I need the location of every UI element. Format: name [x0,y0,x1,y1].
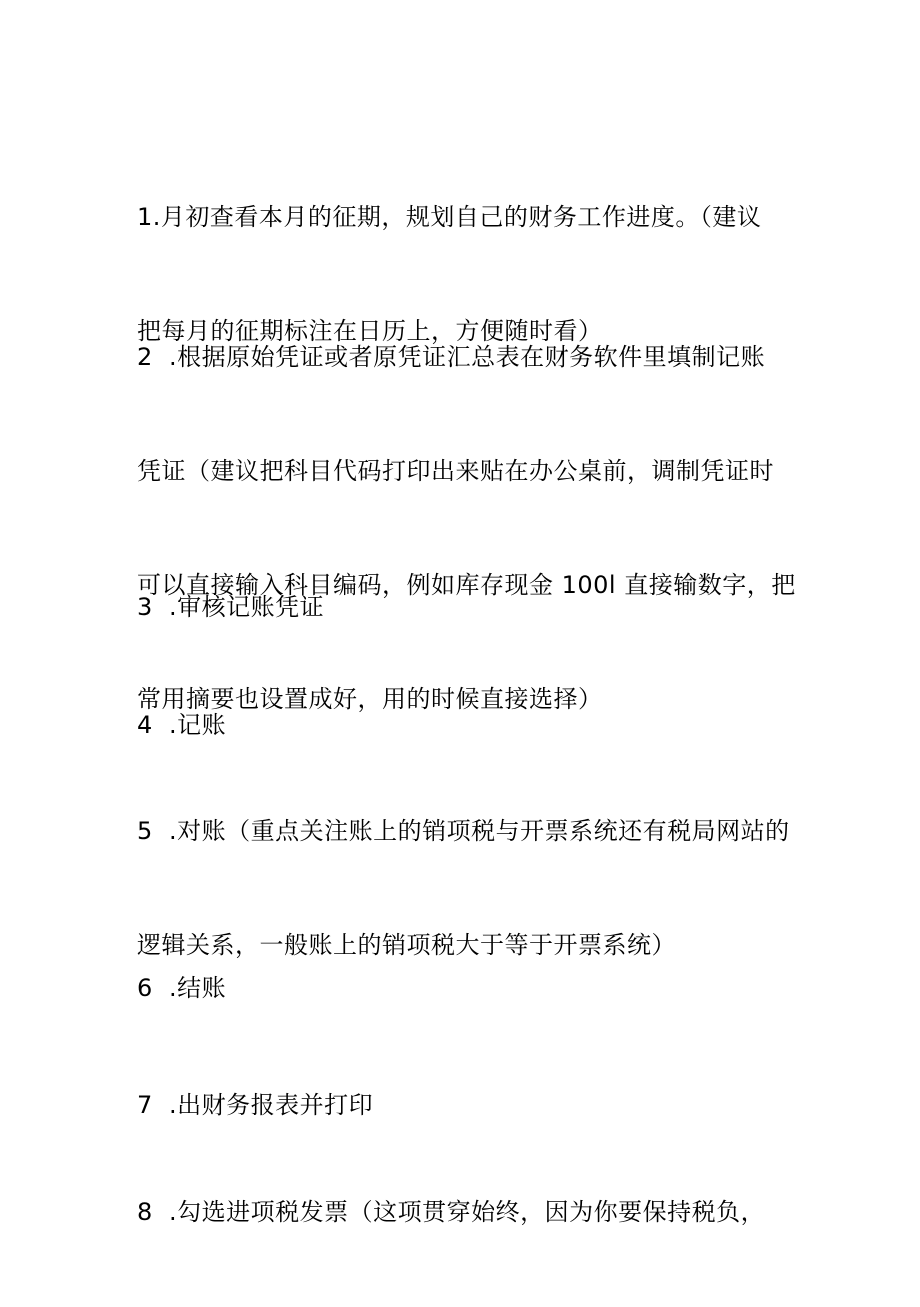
list-item-8 [137,1117,787,1307]
text-line: 4 .记账 [137,711,227,739]
text-line: 7 .出财务报表并打印 [137,1091,374,1119]
text-line: 逻辑关系，一般账上的销项税大于等于开票系统） [137,931,676,959]
text-line: 凭证（建议把科目代码打印出来贴在办公桌前，调制凭证时 [137,457,774,485]
text-line: 3 .审核记账凭证 [137,593,325,621]
text-line: 8 .勾选进项税发票（这项贯穿始终，因为你要保持税负， [137,1198,766,1226]
text-line: 可以直接输入科目编码，例如库存现金 100l 直接输数字，把 [137,571,796,599]
text-line: 常用摘要也设置成好，用的时候直接选择） [137,685,603,713]
text-line: 2 .根据原始凭证或者原凭证汇总表在财务软件里填制记账 [137,343,766,371]
text-line: 把每月的征期标注在日历上，方便随时看） [137,317,603,345]
text-line: 1.月初查看本月的征期，规划自己的财务工作进度。（建议 [137,203,762,231]
text-line: 6 .结账 [137,974,227,1002]
text-line: 5 .对账（重点关注账上的销项税与开票系统还有税局网站的 [137,817,790,845]
